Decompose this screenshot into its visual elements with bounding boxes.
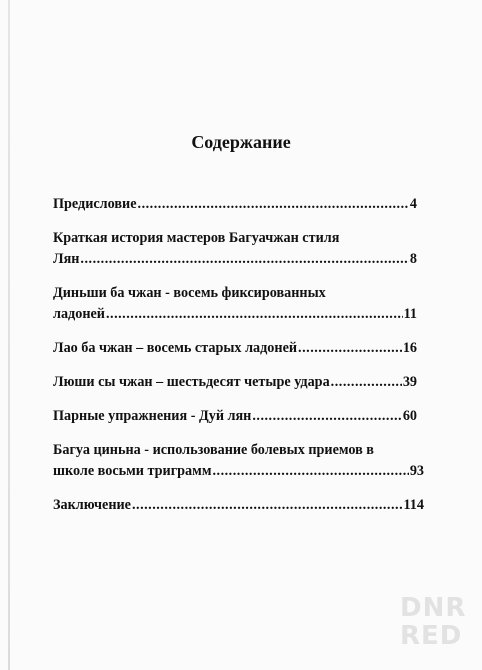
table-of-contents [53,194,424,529]
toc-entry-conclusion [53,495,424,516]
toc-entry-title: Парные упражнения - Дуй лян [53,408,252,424]
toc-entry-qinna [53,440,424,482]
toc-page-number: 114 [403,497,424,513]
toc-entry-dingshi [53,283,417,325]
toc-entry-title: Люши сы чжан – шестьдесят четыре удара [53,374,330,390]
dot-leader [331,372,402,393]
dot-leader [132,495,403,516]
toc-page-number: 16 [402,340,417,356]
dot-leader [80,249,408,270]
watermark-line2: RED [400,621,463,651]
toc-page-number: 60 [402,408,417,424]
toc-entry-title: ладоней [53,306,105,322]
toc-entry-pair [53,406,417,427]
toc-page-number: 39 [402,374,417,390]
toc-entry-title-line1: Диньши ба чжан - восемь фиксированных [53,285,326,301]
toc-entry-preface [53,194,417,215]
dot-leader [298,338,402,359]
dot-leader [106,304,403,325]
toc-entry-title: Предисловие [53,196,137,212]
dot-leader [138,194,409,215]
toc-entry-title: Лао ба чжан – восемь старых ладоней [53,340,298,356]
toc-entry-title: Заключение [53,497,131,513]
toc-entry-lao [53,338,417,359]
toc-entry-title: Лян [53,251,80,267]
toc-entry-history [53,228,417,270]
toc-page-number: 93 [409,463,424,479]
dot-leader [212,461,408,482]
toc-entry-title-line1: Багуа циньна - использование болевых приемов в [53,442,374,458]
page-title: Содержание [191,132,291,152]
toc-page-number: 4 [409,196,417,212]
watermark-line1: DNR [400,593,467,623]
toc-page-number: 11 [403,306,417,322]
toc-entry-title: школе восьми триграмм [53,463,212,479]
toc-entry-liushi [53,372,417,393]
scan-edge [8,0,10,670]
dot-leader [252,406,401,427]
toc-page-number: 8 [409,251,417,267]
toc-entry-title-line1: Краткая история мастеров Багуачжан стиля [53,230,340,246]
watermark-logo [400,593,467,651]
